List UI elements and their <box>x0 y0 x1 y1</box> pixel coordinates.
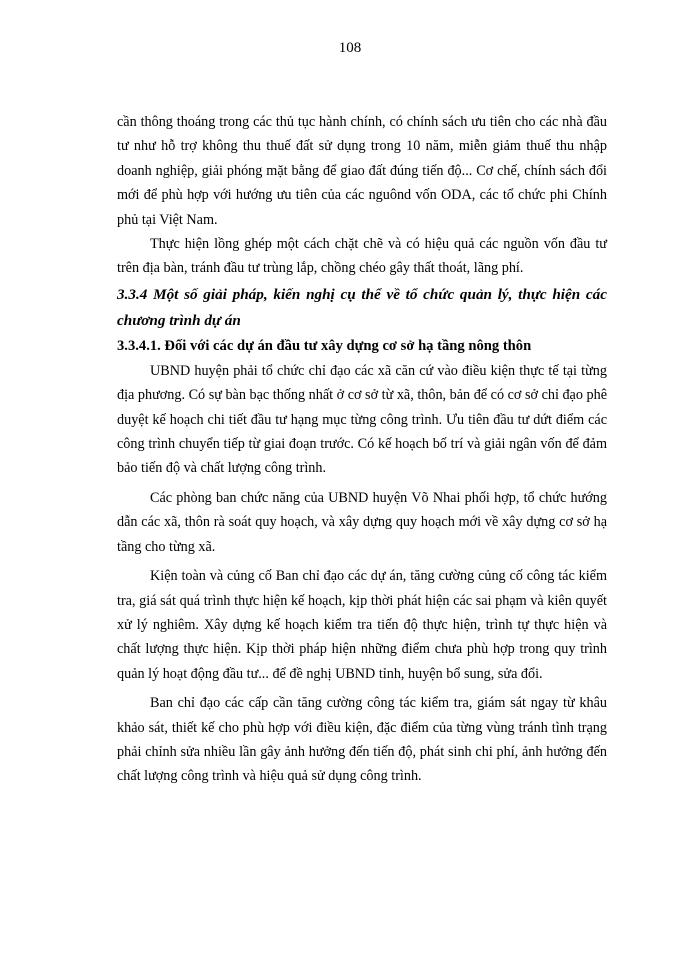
section-heading: 3.3.4 Một số giải pháp, kiến nghị cụ thể về tổ chức quản lý, thực hiện các chương trình dự án <box>117 285 607 329</box>
paragraph: Các phòng ban chức năng của UBND huyện Võ Nhai phối hợp, tổ chức hướng dẫn các xã, thôn rà soát quy hoạch, và xây dựng quy hoạch mới về xây dựng cơ sở hạ tầng cho từng xã. <box>117 489 607 555</box>
subsection-heading: 3.3.4.1. Đối với các dự án đầu tư xây dựng cơ sở hạ tầng nông thôn <box>117 337 532 354</box>
page-number: 108 <box>338 40 362 56</box>
paragraph: Kiện toàn và củng cố Ban chỉ đạo các dự án, tăng cường củng cố công tác kiểm tra, giá sát quá trình thực hiện kế hoạch, kịp thời phát hiện các sai phạm và kiên quyết xử lý nghiêm. Xây dựng kế hoạch kiểm tra tiến độ thực hiện, trình tự thực hiện và chất lượng thực hiện. Kịp thời pháp hiện những điểm chưa phù hợp trong quy trình quản lý hoạt động đầu tư... để đề nghị UBND tỉnh, huyện bổ sung, sửa đổi. <box>117 568 607 682</box>
paragraph: UBND huyện phải tổ chức chỉ đạo các xã căn cứ vào điều kiện thực tế tại từng địa phương. Có sự bàn bạc thống nhất ở cơ sở từ xã, thôn, bản để có cơ sở chỉ đạo phê duyệt kế hoạch chi tiết đầu tư hạng mục từng công trình. Ưu tiên đầu tư dứt điểm các công trình chuyển tiếp từ giai đoạn trước. Có kế hoạch bố trí và giải ngân vốn để đảm bảo tiến độ và chất lượng công trình. <box>117 362 607 477</box>
paragraph: Thực hiện lồng ghép một cách chặt chẽ và có hiệu quả các nguồn vốn đầu tư trên địa bàn, tránh đầu tư trùng lắp, chồng chéo gây thất thoát, lãng phí. <box>117 236 607 277</box>
paragraph-continuation: cần thông thoáng trong các thủ tục hành chính, có chính sách ưu tiên cho các nhà đầu tư như hỗ trợ không thu thuế đất sử dụng trong 10 năm, miễn giảm thuế thu nhập doanh nghiệp, giải phóng mặt bằng để giao đất đúng tiến độ... Cơ chế, chính sách đổi mới để phù hợp với hướng ưu tiên của các nguônd vốn ODA, các tổ chức phi Chính phủ tại Việt Nam. <box>117 114 607 228</box>
paragraph: Ban chỉ đạo các cấp cần tăng cường công tác kiểm tra, giám sát ngay từ khâu khảo sát, thiết kế cho phù hợp với điều kiện, đặc điểm của từng vùng tránh tình trạng phải chỉnh sửa nhiều lần gây ảnh hưởng đến tiến độ, phát sinh chi phí, ảnh hưởng đến chất lượng công trình và hiệu quả sử dụng công trình. <box>117 695 607 785</box>
page-content <box>117 110 607 789</box>
